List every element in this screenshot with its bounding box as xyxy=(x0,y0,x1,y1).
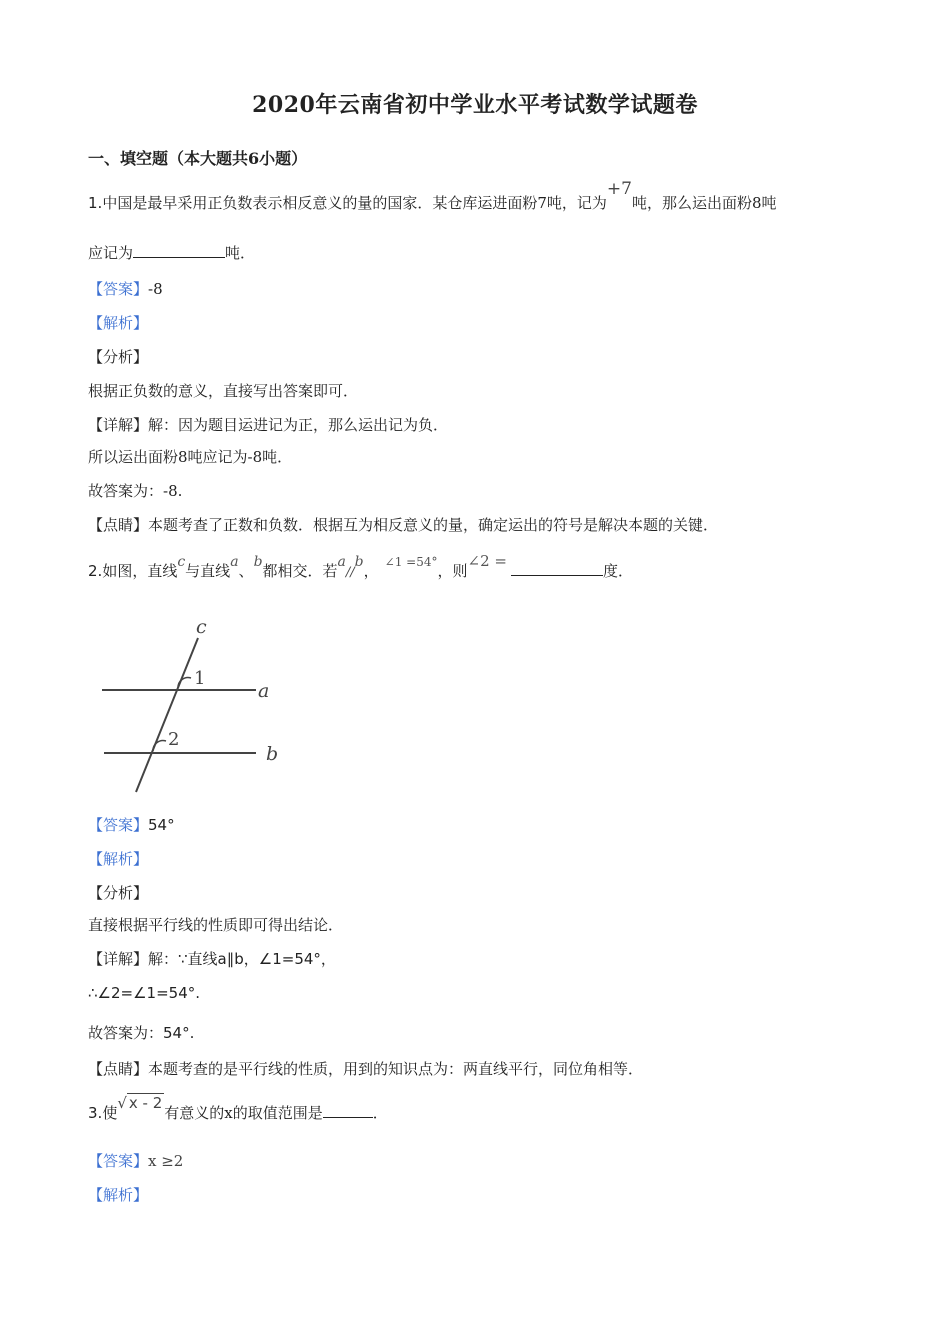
q1-dianjing-line xyxy=(88,514,718,535)
q1-text-d: 吨． xyxy=(225,244,256,262)
q2-xiangjie: 解：∵直线a∥b，∠1=54°， xyxy=(148,950,336,968)
angle-2-arc xyxy=(153,741,166,751)
q3-answer-blank xyxy=(323,1102,373,1118)
q2-fenxi: 直接根据平行线的性质即可得出结论． xyxy=(88,916,344,934)
q3-text-b: 有意义的x的取值范围是 xyxy=(164,1104,323,1122)
q2-math-b: b xyxy=(253,554,263,570)
figure-label-a: a xyxy=(258,680,270,702)
q1-xiangjie-line xyxy=(88,414,448,435)
q1-line2: 所以运出面粉8吨应记为-8吨． xyxy=(88,448,293,466)
q1-jiexi: 【解析】 xyxy=(88,314,149,332)
q2-math-b2: b xyxy=(354,554,364,570)
q2-text-d: ，则 xyxy=(437,562,468,580)
q3-answer: x ≥2 xyxy=(148,1152,184,1170)
page-title: 2020年云南省初中学业水平考试数学试题卷 xyxy=(252,92,698,118)
q1-math-plus7: +7 xyxy=(606,179,632,199)
q3-stem xyxy=(88,1094,388,1123)
q2-math-a2: a xyxy=(337,554,346,570)
q1-answer: -8 xyxy=(148,280,163,298)
section-heading: 一、填空题（本大题共6小题） xyxy=(88,149,308,168)
q2-parallel: // xyxy=(345,565,355,580)
figure-label-2: 2 xyxy=(168,729,180,750)
q2-answer: 54° xyxy=(148,816,175,834)
line-c xyxy=(136,638,198,792)
q3-jiexi: 【解析】 xyxy=(88,1186,149,1204)
q2-math-c: c xyxy=(177,554,186,570)
q2-answer-blank xyxy=(511,560,603,576)
q2-line2: ∴∠2=∠1=54°. xyxy=(88,984,201,1002)
q2-text-e: 度． xyxy=(602,562,633,580)
q1-stem-line2 xyxy=(88,242,255,263)
figure-label-b: b xyxy=(266,743,279,765)
q2-jiexi: 【解析】 xyxy=(88,850,149,868)
q3-text-a: 使 xyxy=(102,1104,118,1122)
figure-label-1: 1 xyxy=(194,668,206,689)
q3-radicand: x - 2 xyxy=(128,1094,163,1112)
q2-fenxi-tag: 【分析】 xyxy=(88,884,149,902)
q3-answer-tag: 【答案】 xyxy=(88,1152,149,1170)
q2-math-angle1: ∠1 =54° xyxy=(384,555,438,569)
parallel-lines-figure xyxy=(96,614,296,799)
q2-answer-tag: 【答案】 xyxy=(88,816,149,834)
q1-line3: 故答案为：-8. xyxy=(88,482,183,500)
q1-answer-blank xyxy=(133,242,225,258)
q1-answer-tag: 【答案】 xyxy=(88,280,149,298)
q2-dianjing: 本题考查的是平行线的性质，用到的知识点为：两直线平行，同位角相等． xyxy=(148,1060,644,1078)
q2-text-a: 如图，直线 xyxy=(102,562,178,580)
q2-dianjing-tag: 【点睛】 xyxy=(88,1060,149,1078)
q3-answer-line xyxy=(88,1150,183,1171)
q2-text-c: 都相交．若 xyxy=(262,562,338,580)
q1-answer-line xyxy=(88,278,163,299)
q1-xiangjie-tag: 【详解】 xyxy=(88,416,149,434)
q1-dianjing-tag: 【点睛】 xyxy=(88,516,149,534)
q1-text-a: 中国是最早采用正负数表示相反意义的量的国家．某仓库运进面粉7吨，记为 xyxy=(102,194,607,212)
q1-fenxi-tag: 【分析】 xyxy=(88,348,149,366)
q1-xiangjie: 解：因为题目运进记为正，那么运出记为负． xyxy=(148,416,449,434)
q2-dianjing-line xyxy=(88,1058,643,1079)
q1-text-b: 吨，那么运出面粉8吨 xyxy=(631,194,777,212)
q2-text-b: 与直线 xyxy=(185,562,231,580)
figure-label-c: c xyxy=(196,616,207,638)
q2-math-a: a xyxy=(230,554,239,570)
q3-number: 3. xyxy=(88,1104,103,1122)
q1-dianjing: 本题考查了正数和负数．根据互为相反意义的量，确定运出的符号是解决本题的关键． xyxy=(148,516,719,534)
q1-stem-line1 xyxy=(88,179,777,213)
q2-math-angle2: ∠2 = xyxy=(467,552,507,570)
q3-text-c: ． xyxy=(372,1104,388,1122)
q2-comma: ， xyxy=(363,562,379,580)
angle-1-arc xyxy=(178,678,191,688)
q2-line3: 故答案为：54°. xyxy=(88,1024,195,1042)
q2-xiangjie-tag: 【详解】 xyxy=(88,950,149,968)
q1-text-c: 应记为 xyxy=(88,244,134,262)
q2-stem xyxy=(88,552,633,581)
q1-number: 1. xyxy=(88,194,103,212)
q2-number: 2. xyxy=(88,562,103,580)
q2-answer-line xyxy=(88,814,175,835)
q2-xiangjie-line xyxy=(88,948,336,969)
q1-fenxi: 根据正负数的意义，直接写出答案即可． xyxy=(88,382,359,400)
q3-sqrt: √ x - 2 xyxy=(117,1094,163,1112)
q2-sep: 、 xyxy=(238,562,254,580)
